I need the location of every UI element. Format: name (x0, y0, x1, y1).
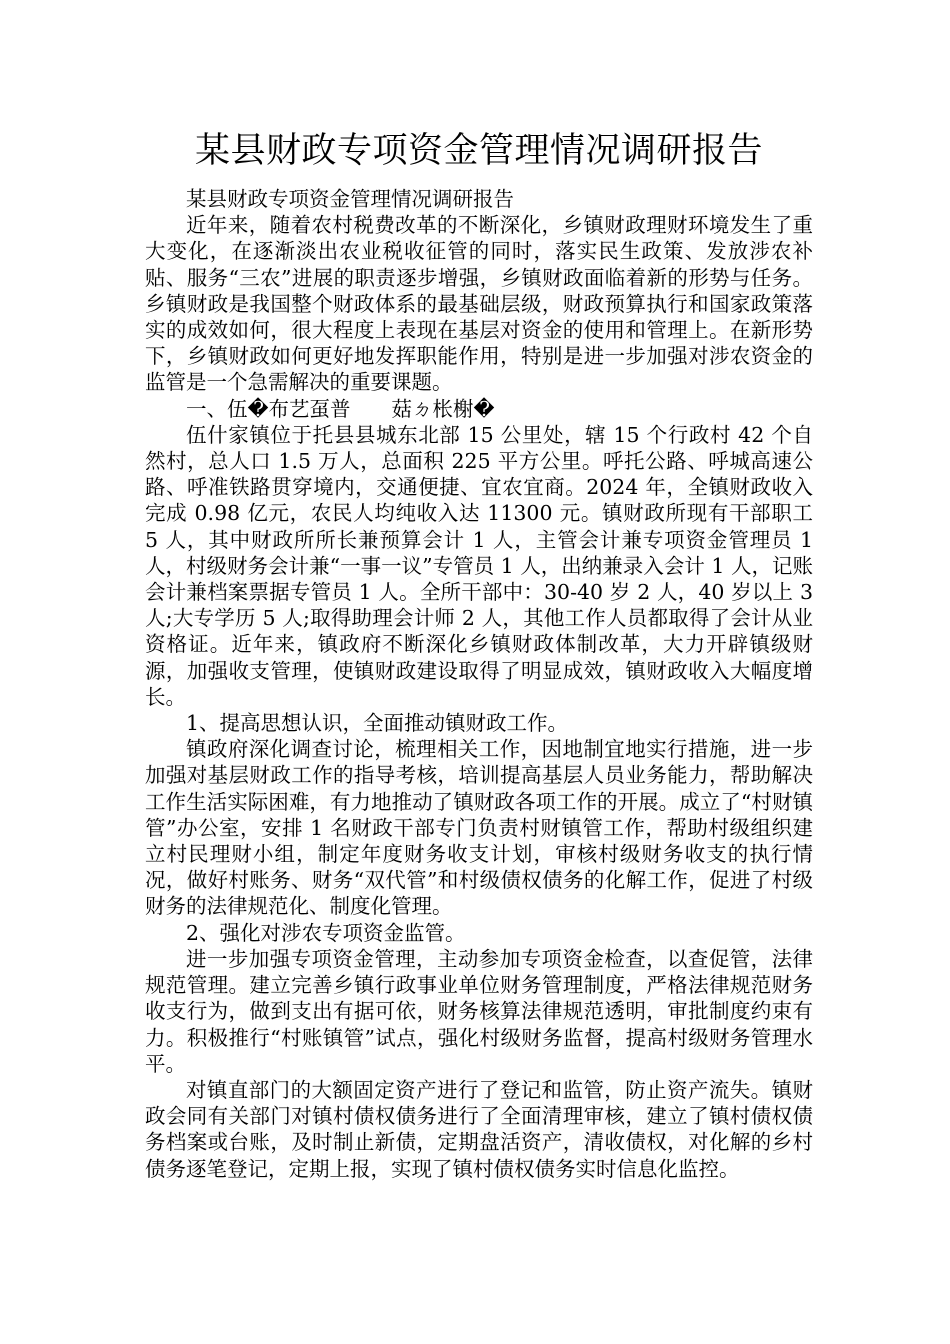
paragraph-subheading-1: 镇政府深化调查讨论，梳理相关工作，因地制宜地实行措施，进一步加强对基层财政工作的指导考核，培训提高基层人员业务能力，帮助解决工作生活实际困难，有力地推动了镇财政各项工作的开展。成立了“村财镇管”办公室，安排 1 名财政干部专门负责村财镇管工作，帮助村级组织建立村民理财小组，制定年度财务收支计划，审核村级财务收支的执行情况，做好村账务、财务“双代管”和村级债权债务的化解工作，促进了村级财务的法律规范化、制度化管理。 (145, 737, 813, 919)
subheading-2: 2、强化对涉农专项资金监管。 (186, 920, 466, 945)
paragraph-subtitle: 某县财政专项资金管理情况调研报告 (186, 187, 514, 211)
paragraph-town-overview: 伍什家镇位于托县县城东北部 15 公里处，辖 15 个行政村 42 个自然村，总人口 1.5 万人，总面积 225 平方公里。呼托公路、呼城高速公路、呼准铁路贯穿境内，交通便捷、宜农宜商。2024 年，全镇财政收入完成 0.98 亿元，农民人均纯收入达 11300 元。镇财政所现有干部职工 5 人，其中财政所所长兼预算会计 1 人，主管会计兼专项资金管理员 1 人，村级财务会计兼“一事一议”专管员 1 人，出纳兼录入会计 1 人，记账会计兼档案票据专管员 1 人。全所干部中：30-40 岁 2 人，40 岁以上 3 人;大专学历 5 人;取得助理会计师 2 人，其他工作人员都取得了会计从业资格证。近年来，镇政府不断深化乡镇财政体制改革，大力开辟镇级财源，加强收支管理，使镇财政建设取得了明显成效，镇财政收入大幅度增长。 (145, 422, 813, 709)
subheading-1: 1、提高思想认识，全面推动镇财政工作。 (186, 711, 569, 736)
paragraph-assets-debts: 对镇直部门的大额固定资产进行了登记和监管，防止资产流失。镇财政会同有关部门对镇村债权债务进行了全面清理审核，建立了镇村债权债务档案或台账，及时制止新债，定期盘活资产，清收债权，对化解的乡村债务逐笔登记，定期上报，实现了镇村债权债务实时信息化监控。 (145, 1077, 813, 1181)
document-title: 某县财政专项资金管理情况调研报告 (194, 131, 763, 171)
section-heading-1: 一、伍�布艺虿普 菇ㄉ枨榭� (186, 396, 495, 421)
document-page (145, 128, 813, 1182)
paragraph-subheading-2: 进一步加强专项资金管理，主动参加专项资金检查，以查促管，法律规范管理。建立完善乡镇行政事业单位财务管理制度，严格法律规范财务收支行为，做到支出有据可依，财务核算法律规范透明，审批制度约束有力。积极推行“村账镇管”试点，强化村级财务监督，提高村级财务管理水平。 (145, 946, 813, 1076)
document-body (145, 186, 813, 1182)
paragraph-intro: 近年来，随着农村税费改革的不断深化，乡镇财政理财环境发生了重大变化，在逐渐淡出农业税收征管的同时，落实民生政策、发放涉农补贴、服务“三农”进展的职责逐步增强，乡镇财政面临着新的形势与任务。乡镇财政是我国整个财政体系的最基础层级，财政预算执行和国家政策落实的成效如何，很大程度上表现在基层对资金的使用和管理上。在新形势下，乡镇财政如何更好地发挥职能作用，特别是进一步加强对涉农资金的监管是一个急需解决的重要课题。 (145, 213, 813, 395)
